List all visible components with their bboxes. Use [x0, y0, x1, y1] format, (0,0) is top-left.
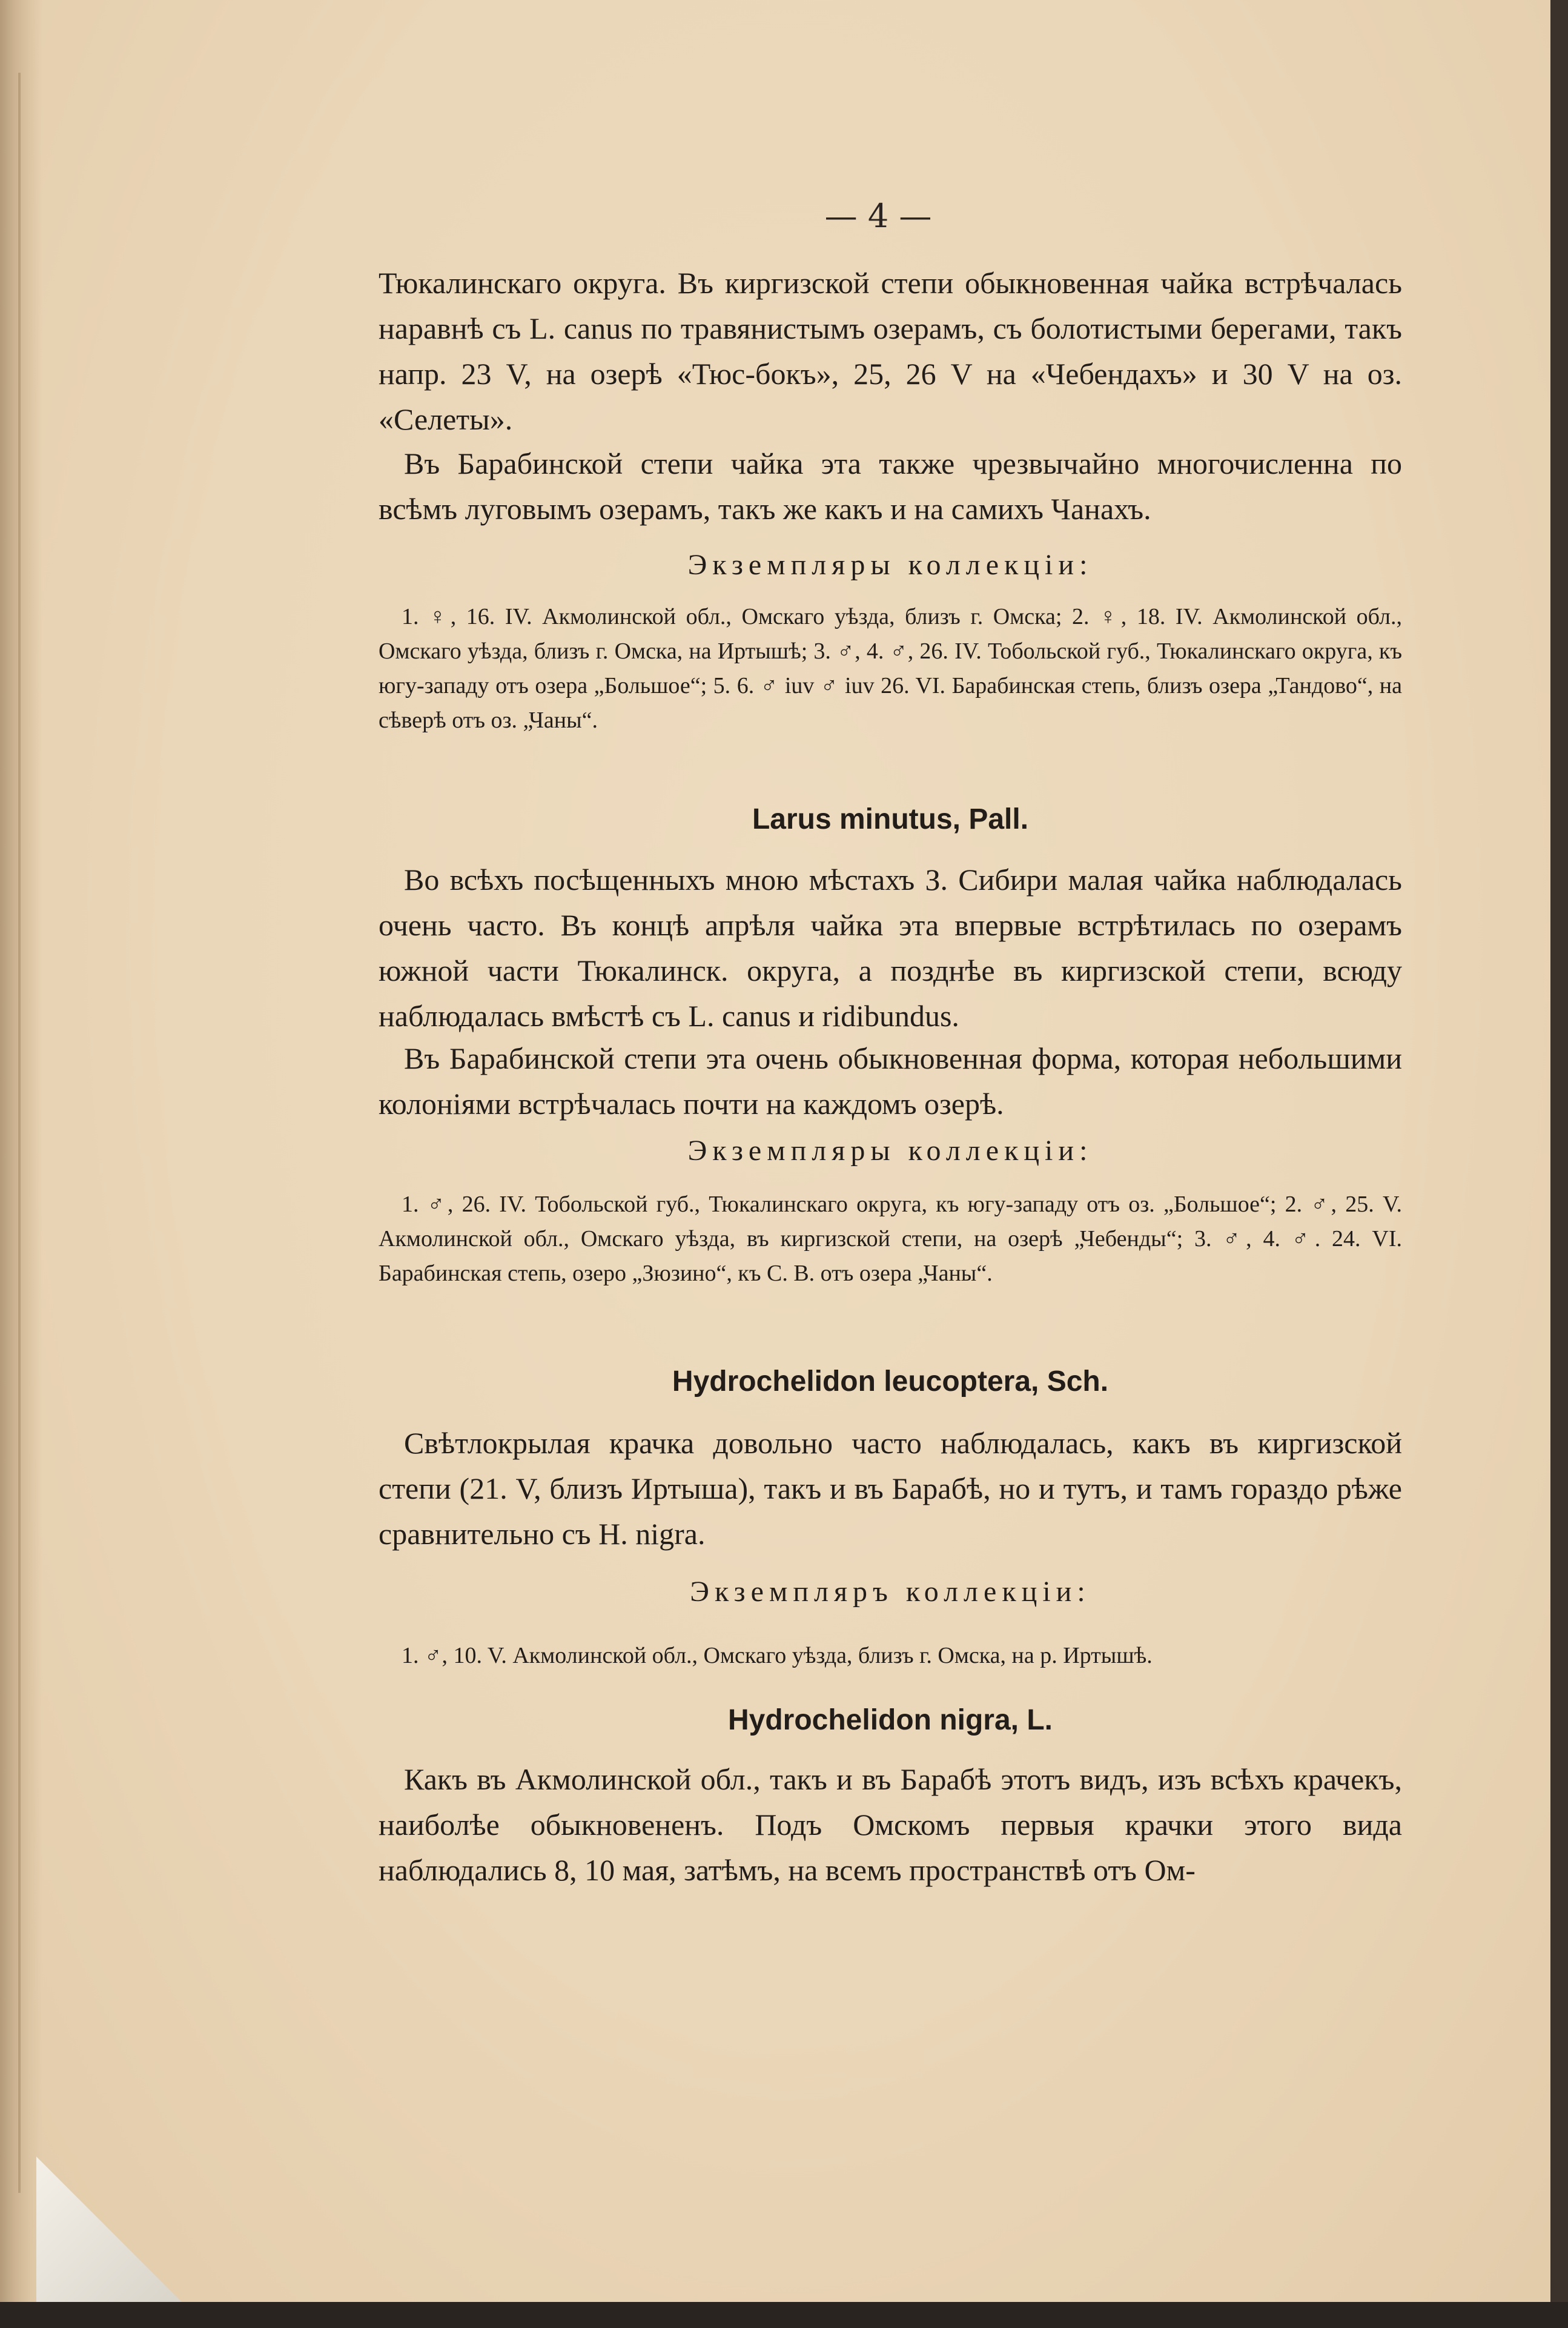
binding-edge [18, 73, 21, 2193]
collection-heading: Экземпляры коллекціи: [687, 1135, 1093, 1167]
collection-heading: Экземпляръ коллекціи: [690, 1576, 1091, 1608]
species-heading: Larus minutus, Pall. [752, 803, 1029, 835]
species-heading: Hydrochelidon leucoptera, Sch. [672, 1365, 1109, 1398]
specimen-list: 1. ♂, 10. V. Акмолинской обл., Омскаго уѣзда, близъ г. Омска, на р. Иртышѣ. [402, 1643, 1153, 1668]
collection-heading: Экземпляры коллекціи: [687, 549, 1093, 581]
collection-heading-block [379, 548, 1402, 582]
section-text-2 [379, 1036, 1402, 1127]
specimens-block [379, 600, 1402, 738]
body-paragraph: Въ Барабинской степи эта очень обыкновенная форма, которая небольшими колоніями встрѣчалась почти на каждомъ озерѣ. [379, 1041, 1402, 1121]
specimens-block [379, 1187, 1402, 1291]
intro-block [379, 260, 1402, 442]
body-paragraph: Во всѣхъ посѣщенныхъ мною мѣстахъ З. Сибири малая чайка наблюдалась очень часто. Въ концѣ апрѣля чайка эта впервые встрѣтилась по озерамъ южной части Тюкалинск. округа, а позднѣе въ киргизской степи, всюду наблюдалась вмѣстѣ съ L. canus и ridibundus. [379, 863, 1402, 1033]
intro-block-2 [379, 441, 1402, 532]
species-heading-block [379, 1703, 1402, 1737]
scan-edge-bottom [0, 2302, 1568, 2328]
specimens-block [379, 1639, 1402, 1673]
specimen-list: 1. ♀, 16. IV. Акмолинской обл., Омскаго уѣзда, близъ г. Омска; 2. ♀, 18. IV. Акмолинской обл., Омскаго уѣзда, близъ г. Омска, на Иртышѣ; 3. ♂, 4. ♂, 26. IV. Тобольской губ., Тюкалинскаго округа, къ югу-западу отъ озера „Большое“; 5. 6. ♂ iuv ♂ iuv 26. VI. Барабинская степь, близъ озера „Тандово“, на сѣверѣ отъ оз. „Чаны“. [379, 604, 1402, 733]
species-heading-block [379, 803, 1402, 836]
book-spine-shadow [0, 0, 42, 2328]
folded-corner [36, 2157, 182, 2302]
section-text [379, 1421, 1402, 1557]
page-number: — 4 — [824, 197, 932, 235]
section-text [379, 1757, 1402, 1893]
collection-heading-block [379, 1134, 1402, 1167]
body-paragraph: Свѣтлокрылая крачка довольно часто наблюдалась, какъ въ киргизской степи (21. V, близъ Иртыша), такъ и въ Барабѣ, но и тутъ, и тамъ гораздо рѣже сравнительно съ H. nigra. [379, 1426, 1402, 1551]
species-heading: Hydrochelidon nigra, L. [727, 1704, 1053, 1736]
specimen-list: 1. ♂, 26. IV. Тобольской губ., Тюкалинскаго округа, къ югу-западу отъ оз. „Большое“; 2. ♂, 25. V. Акмолинской обл., Омскаго уѣзда, въ киргизской степи, на озерѣ „Чебенды“; 3. ♂, 4. ♂. 24. VI. Барабинская степь, озеро „Зюзино“, къ С. В. отъ озера „Чаны“. [379, 1192, 1402, 1286]
collection-heading-block [379, 1575, 1402, 1608]
section-text [379, 857, 1402, 1039]
body-paragraph: Въ Барабинской степи чайка эта также чрезвычайно многочисленна по всѣмъ луговымъ озерамъ, такъ же какъ и на самихъ Чанахъ. [379, 446, 1402, 526]
scan-edge-right [1550, 0, 1568, 2328]
body-paragraph: Какъ въ Акмолинской обл., такъ и въ Барабѣ этотъ видъ, изъ всѣхъ крачекъ, наиболѣе обыкновененъ. Подъ Омскомъ первыя крачки этого вида наблюдались 8, 10 мая, затѣмъ, на всемъ пространствѣ отъ Ом- [379, 1762, 1402, 1887]
body-paragraph: Тюкалинскаго округа. Въ киргизской степи обыкновенная чайка встрѣчалась наравнѣ съ L. canus по травянистымъ озерамъ, съ болотистыми берегами, такъ напр. 23 V, на озерѣ «Тюс-бокъ», 25, 26 V на «Чебендахъ» и 30 V на оз. «Селеты». [379, 266, 1402, 436]
species-heading-block [379, 1365, 1402, 1398]
